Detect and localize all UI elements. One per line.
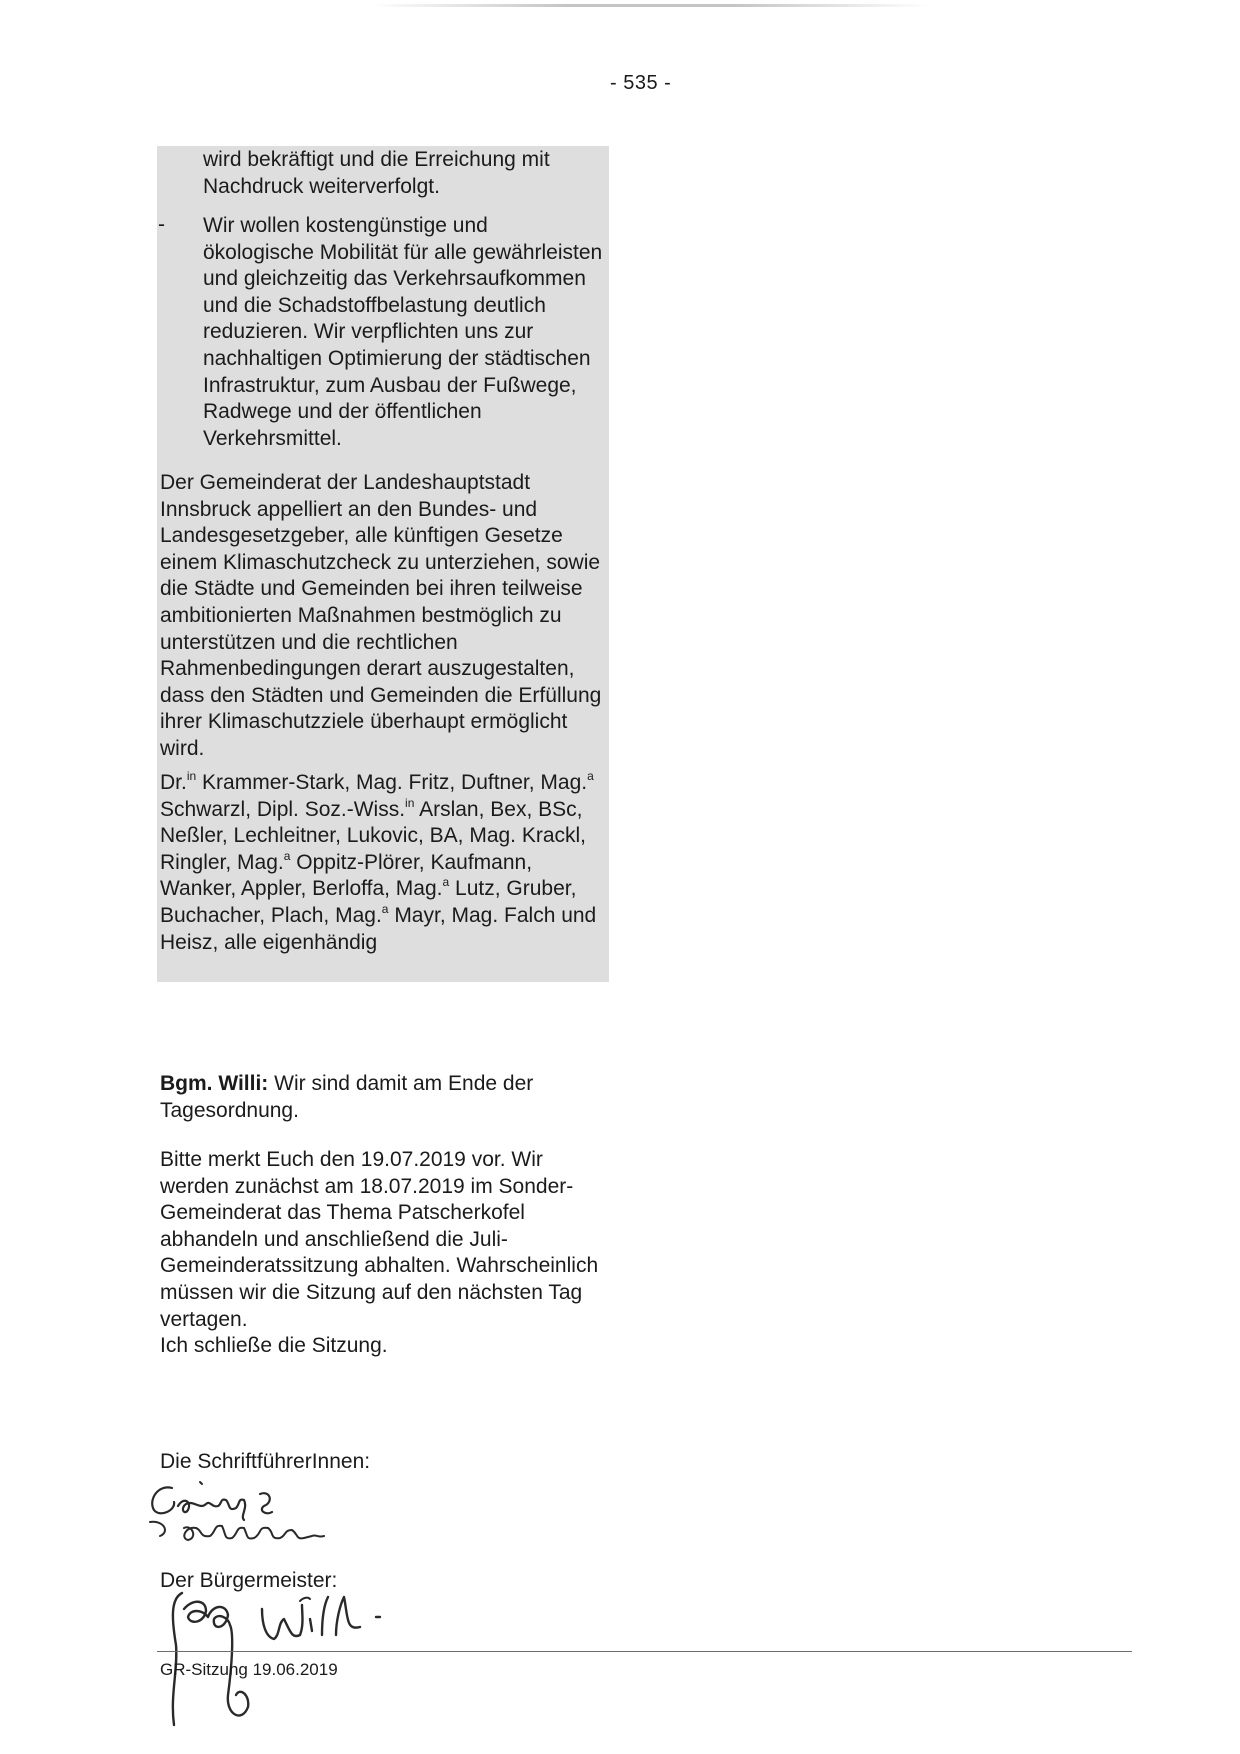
speaker-name: Bgm. Willi: <box>160 1072 269 1095</box>
footer-session-info: GR-Sitzung 19.06.2019 <box>160 1660 338 1679</box>
list-item-mobility: Wir wollen kostengünstige und ökologische Mobilität für alle gewährleisten und gleichzeitig das Verkehrsaufkommen und die Schadstoffbelastung deutlich reduzieren. Wir verpflichten uns zur nachhaltigen Optimierung der städtischen Infrastruktur, zum Ausbau der Fußwege, Radwege und der öffentlichen Verkehrsmittel. <box>203 214 603 450</box>
signers-text: Arslan, Bex, BSc, Neßler, Lechleitner, Lukovic, BA, Mag. Krackl, Ringler, Mag. <box>160 797 587 874</box>
signers-text: Mayr, Mag. Falch und Heisz, alle eigenhändig <box>160 903 597 954</box>
signers-text: Lutz, Gruber, Buchacher, Plach, Mag. <box>160 877 577 927</box>
list-item-continuation: wird bekräftigt und die Erreichung mit Nachdruck weiterverfolgt. <box>203 148 550 198</box>
list-bullet-dash: - <box>158 213 165 236</box>
closing-statement: Ich schließe die Sitzung. <box>160 1334 388 1357</box>
signers-sup: in <box>405 795 415 810</box>
mayor-statement <box>160 1071 608 1124</box>
signers-paragraph <box>160 770 608 956</box>
next-session-paragraph: Bitte merkt Euch den 19.07.2019 vor. Wir werden zunächst am 18.07.2019 im Sonder-Gemeinderat das Thema Patscherkofel abhandeln und anschließend die Juli-Gemeinderatssitzung abhalten. Wahrscheinlich müssen wir die Sitzung auf den nächsten Tag vertagen. <box>160 1148 599 1331</box>
scribes-label: Die SchriftführerInnen: <box>160 1450 371 1473</box>
signers-text: Oppitz-Plörer, Kaufmann, Wanker, Appler, Berloffa, Mag. <box>160 850 533 901</box>
signers-text: Schwarzl, Dipl. Soz.-Wiss. <box>160 797 406 821</box>
signers-sup: a <box>283 848 291 863</box>
signers-sup: a <box>381 901 389 916</box>
mayor-signature-image <box>150 1575 410 1735</box>
footer-divider <box>157 1651 1132 1652</box>
scan-artifact-line <box>370 4 930 7</box>
appeal-paragraph: Der Gemeinderat der Landeshauptstadt Innsbruck appelliert an den Bundes- und Landesgesetzgeber, alle künftigen Gesetze einem Klimaschutzcheck zu unterziehen, sowie die Städte und Gemeinden bei ihren teilweise ambitionierten Maßnahmen bestmöglich zu unterstützen und die rechtlichen Rahmenbedingungen derart auszugestalten, dass den Städten und Gemeinden die Erfüllung ihrer Klimaschutzziele überhaupt ermöglicht wird. <box>160 471 602 760</box>
signers-sup: a <box>587 769 594 783</box>
signers-sup: in <box>186 769 197 783</box>
mayor-label: Der Bürgermeister: <box>160 1569 338 1592</box>
signers-text: Krammer-Stark, Mag. Fritz, Duftner, Mag. <box>196 771 588 794</box>
scribe-signature-image <box>140 1480 400 1575</box>
signers-text: Dr. <box>160 771 187 794</box>
signers-sup: a <box>442 875 450 890</box>
page-number: - 535 - <box>610 72 672 94</box>
statement-text: Wir sind damit am Ende der Tagesordnung. <box>160 1072 534 1122</box>
